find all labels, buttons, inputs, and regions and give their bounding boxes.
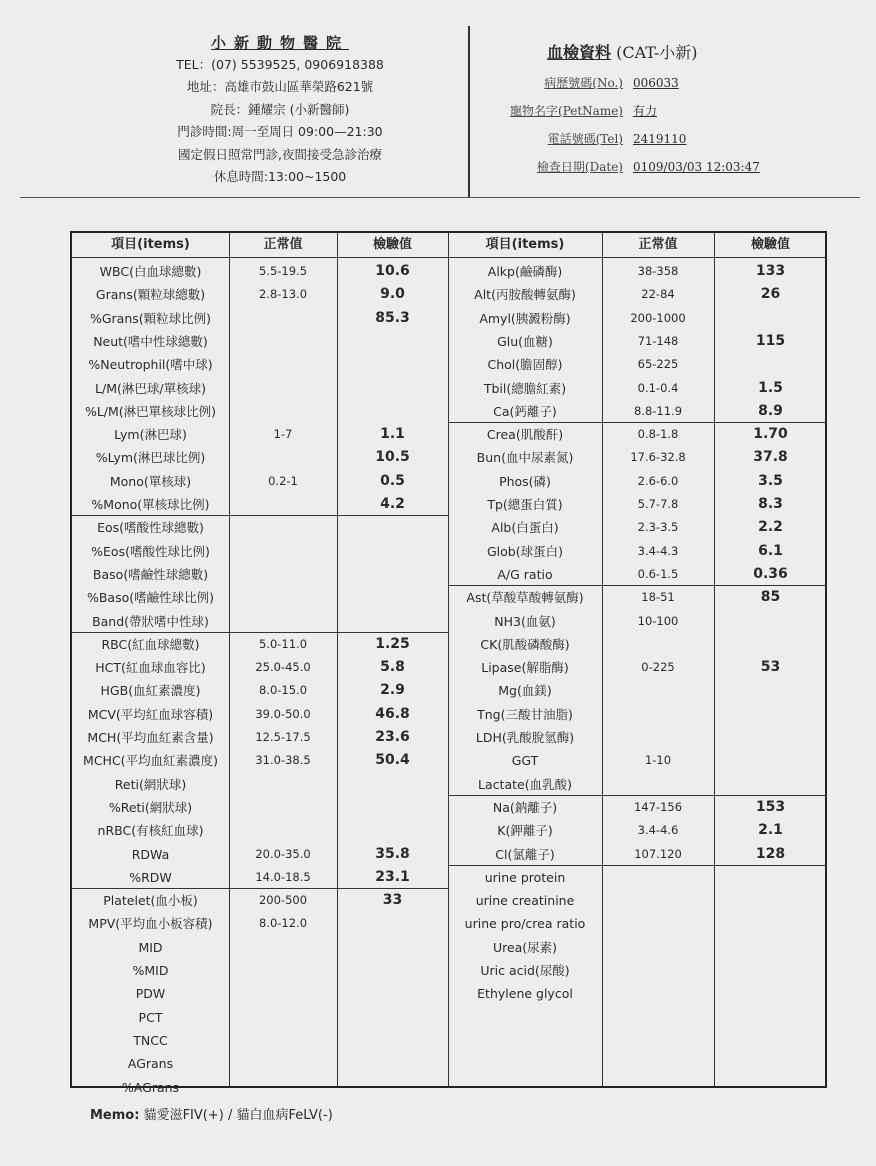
memo-label: Memo: <box>90 1108 140 1123</box>
table-cell-name: %L/M(淋巴單核球比例) <box>84 403 217 419</box>
record-field-value: 0109/03/03 12:03:47 <box>633 160 760 174</box>
table-cell-normal: 22-84 <box>641 287 675 302</box>
header-rule <box>20 197 860 198</box>
column-header: 項目(items) <box>485 237 565 252</box>
table-cell-value <box>337 586 448 609</box>
table-cell-name: Baso(嗜鹼性球總數) <box>92 566 209 582</box>
table-cell-normal: 0.2-1 <box>268 473 298 488</box>
record-field-value: 2419110 <box>633 132 687 146</box>
table-cell-value <box>337 819 448 842</box>
table-cell-name: Phos(磷) <box>499 473 551 489</box>
table-cell-value <box>714 959 827 982</box>
table-cell-name: nRBC(有核紅血球) <box>97 823 204 839</box>
record-field-label: 電話號碼(Tel) <box>547 132 623 146</box>
table-cell-value <box>337 912 448 935</box>
table-cell-normal: 200-1000 <box>630 310 686 325</box>
table-cell-normal <box>229 400 337 423</box>
table-cell-name: Grans(顆粒球總數) <box>95 287 206 303</box>
table-cell-normal <box>229 353 337 376</box>
table-cell-value: 115 <box>755 332 786 349</box>
table-cell-value <box>337 936 448 959</box>
group-separator <box>72 632 448 633</box>
table-cell-normal: 147-156 <box>633 799 683 814</box>
record-field-label: 病歷號碼(No.) <box>544 76 623 90</box>
table-cell-value: 4.2 <box>380 496 405 512</box>
table-cell-normal: 39.0-50.0 <box>255 706 311 721</box>
table-cell-name: K(鉀離子) <box>497 823 553 839</box>
clinic-info <box>150 32 410 189</box>
table-cell-normal <box>602 889 714 912</box>
table-cell-value: 23.1 <box>375 868 410 885</box>
table-cell-name: Amyl(胰澱粉酶) <box>479 310 571 326</box>
table-cell-normal <box>229 982 337 1005</box>
table-cell-value: 5.8 <box>380 659 405 676</box>
table-cell-normal: 5.7-7.8 <box>637 497 679 511</box>
table-cell-name: Platelet(血小板) <box>103 893 198 909</box>
table-cell-name: Bun(血中尿素氮) <box>476 450 574 466</box>
column-header: 正常值 <box>638 237 678 252</box>
table-cell-normal <box>229 936 337 959</box>
table-cell-value: 10.5 <box>375 449 410 466</box>
table-cell-value: 33 <box>382 892 403 909</box>
record-info <box>505 40 845 181</box>
record-field-label: 檢查日期(Date) <box>536 160 623 174</box>
header-divider <box>468 26 470 198</box>
table-cell-normal <box>229 796 337 819</box>
table-cell-value <box>337 1006 448 1029</box>
table-cell-normal <box>602 633 714 656</box>
table-cell-value: 153 <box>755 798 786 815</box>
table-cell-normal <box>229 377 337 400</box>
table-cell-name: HCT(紅血球血容比) <box>95 660 206 676</box>
table-cell-normal: 200-500 <box>258 893 308 908</box>
table-cell-normal: 5.5-19.5 <box>258 264 308 278</box>
table-cell-value: 1.25 <box>375 635 410 652</box>
table-cell-value <box>337 982 448 1005</box>
table-cell-normal: 14.0-18.5 <box>255 869 311 884</box>
table-cell-name: Band(帶狀嗜中性球) <box>92 613 209 629</box>
table-cell-value <box>714 982 827 1005</box>
table-cell-normal <box>229 540 337 563</box>
table-cell-name: %Mono(單核球比例) <box>91 497 210 512</box>
clinic-address: 地址：高雄市鼓山區華榮路621號 <box>186 79 374 94</box>
table-cell-name: Ethylene glycol <box>477 986 573 1002</box>
table-cell-normal <box>229 493 337 516</box>
table-cell-value <box>714 936 827 959</box>
table-cell-name: Urea(尿素) <box>492 939 558 955</box>
table-cell-name: PDW <box>135 986 166 1002</box>
table-cell-normal: 0.8-1.8 <box>637 427 679 442</box>
table-cell-value <box>714 749 827 772</box>
table-cell-value <box>714 703 827 726</box>
record-title <box>547 40 845 63</box>
table-cell-name: Crea(肌酸酐) <box>486 427 564 443</box>
table-cell-name: Tp(總蛋白質) <box>487 497 563 512</box>
table-cell-value <box>714 679 827 702</box>
table-cell-name: WBC(白血球總數) <box>99 264 202 279</box>
table-cell-value: 8.9 <box>758 402 783 419</box>
table-cell-name: %AGrans <box>121 1079 180 1095</box>
table-cell-normal: 8.0-15.0 <box>258 683 308 698</box>
table-cell-name: MID <box>138 939 163 955</box>
table-cell-normal: 1-10 <box>644 753 672 768</box>
table-cell-value <box>337 1029 448 1052</box>
table-cell-name: PCT <box>138 1009 163 1025</box>
table-cell-normal <box>602 982 714 1005</box>
table-cell-value <box>337 377 448 400</box>
column-header: 檢驗值 <box>750 237 790 252</box>
table-cell-value <box>714 633 827 656</box>
group-separator <box>72 515 448 516</box>
table-cell-normal <box>229 563 337 586</box>
table-cell-normal: 3.4-4.3 <box>637 543 679 558</box>
table-cell-name: Mg(血鎂) <box>498 683 552 699</box>
table-cell-name: Cl(氯離子) <box>495 846 555 862</box>
table-cell-value <box>337 796 448 819</box>
table-cell-normal <box>602 726 714 749</box>
table-cell-normal: 0-225 <box>641 660 675 675</box>
table-cell-name: %RDW <box>129 869 172 885</box>
table-cell-name: urine creatinine <box>475 893 575 909</box>
table-cell-name: Lactate(血乳酸) <box>478 776 572 792</box>
table-cell-normal: 0.6-1.5 <box>637 566 679 581</box>
table-cell-normal <box>229 516 337 539</box>
table-cell-name: %Grans(顆粒球比例) <box>89 310 212 326</box>
table-cell-normal: 25.0-45.0 <box>255 660 311 675</box>
table-cell-name: CK(肌酸磷酸酶) <box>480 636 570 652</box>
table-cell-name: %Lym(淋巴球比例) <box>95 450 206 466</box>
table-cell-name: Na(鈉離子) <box>492 799 558 815</box>
table-cell-name: Ca(鈣離子) <box>493 403 557 419</box>
table-cell-name: Glob(球蛋白) <box>487 543 563 559</box>
column-header: 檢驗值 <box>372 237 412 252</box>
clinic-tel: TEL：(07) 5539525, 0906918388 <box>176 56 384 72</box>
table-cell-value: 3.5 <box>758 472 783 489</box>
table-cell-value <box>337 353 448 376</box>
table-cell-value: 37.8 <box>753 449 788 466</box>
table-cell-name: %MID <box>132 963 169 978</box>
table-cell-value <box>337 610 448 633</box>
table-cell-name: NH3(血氨) <box>494 613 556 629</box>
record-field-value: 006033 <box>633 76 679 90</box>
table-cell-value: 85.3 <box>375 309 410 326</box>
table-cell-normal: 107.120 <box>634 846 682 861</box>
table-cell-value: 9.0 <box>380 286 405 303</box>
table-cell-name: Tbil(總膽紅素) <box>483 380 567 396</box>
table-cell-value: 50.4 <box>375 752 410 769</box>
table-cell-name: %Eos(嗜酸性球比例) <box>91 543 210 559</box>
group-separator <box>448 795 827 796</box>
table-cell-name: Lipase(解脂酶) <box>481 660 569 676</box>
table-cell-name: Tng(三酸甘油脂) <box>477 706 573 722</box>
table-cell-normal: 38-358 <box>637 264 679 278</box>
memo-text: 貓愛滋FIV(+) / 貓白血病FeLV(-) <box>143 1108 333 1123</box>
table-cell-normal <box>229 307 337 330</box>
table-cell-value: 2.2 <box>758 519 783 536</box>
table-cell-value: 6.1 <box>758 542 783 559</box>
table-cell-normal <box>229 773 337 796</box>
table-cell-value <box>714 866 827 889</box>
table-cell-name: Chol(膽固醇) <box>487 357 563 373</box>
table-cell-name: %Baso(嗜鹼性球比例) <box>86 590 215 606</box>
table-cell-value: 133 <box>755 263 786 279</box>
table-cell-value: 26 <box>760 286 781 303</box>
table-cell-normal <box>229 1006 337 1029</box>
table-cell-value: 2.1 <box>758 822 783 839</box>
clinic-name: 小新動物醫院 <box>210 34 349 52</box>
record-field <box>505 69 845 97</box>
table-cell-normal <box>602 679 714 702</box>
table-cell-name: Alkp(鹼磷酶) <box>487 264 563 279</box>
table-cell-normal <box>229 1029 337 1052</box>
table-cell-value <box>337 516 448 539</box>
table-cell-value <box>714 889 827 912</box>
table-cell-value: 53 <box>760 659 781 676</box>
table-cell-value <box>337 563 448 586</box>
group-separator <box>72 888 448 889</box>
memo <box>90 1104 333 1123</box>
table-cell-value: 46.8 <box>375 705 410 722</box>
table-cell-value: 35.8 <box>375 845 410 862</box>
table-cell-normal: 71-148 <box>637 333 679 348</box>
table-cell-normal <box>602 866 714 889</box>
table-cell-normal: 12.5-17.5 <box>255 730 311 744</box>
record-field-label: 寵物名字(PetName) <box>510 104 623 118</box>
table-cell-value: 10.6 <box>375 263 410 279</box>
table-cell-value <box>714 610 827 633</box>
table-cell-name: Lym(淋巴球) <box>114 427 187 443</box>
table-cell-name: RDWa <box>131 846 170 862</box>
table-cell-normal: 10-100 <box>637 613 679 628</box>
table-cell-value <box>714 353 827 376</box>
table-cell-value: 0.36 <box>753 565 788 582</box>
table-cell-value <box>337 400 448 423</box>
table-cell-value <box>337 773 448 796</box>
blood-test-table <box>70 231 827 1095</box>
table-cell-value: 128 <box>755 845 786 862</box>
column-header: 項目(items) <box>111 237 190 252</box>
table-cell-name: HGB(血紅素濃度) <box>100 683 201 699</box>
group-separator <box>448 585 827 586</box>
table-cell-name: Eos(嗜酸性球總數) <box>97 520 204 536</box>
table-cell-name: %Reti(網狀球) <box>108 799 193 815</box>
table-cell-name: L/M(淋巴球/單核球) <box>95 380 206 396</box>
clinic-director: 院長：鍾耀宗 (小新醫師) <box>210 101 350 117</box>
record-field-value: 有力 <box>633 104 658 118</box>
table-cell-name: Uric acid(尿酸) <box>480 963 570 978</box>
table-cell-value: 1.5 <box>758 379 783 396</box>
table-cell-normal: 1-7 <box>273 427 293 442</box>
table-cell-normal: 0.1-0.4 <box>637 380 679 395</box>
table-cell-name: Glu(血糖) <box>497 333 553 349</box>
table-cell-value <box>714 912 827 935</box>
table-cell-normal <box>229 330 337 353</box>
table-cell-normal <box>602 959 714 982</box>
table-cell-normal: 17.6-32.8 <box>630 450 686 465</box>
table-cell-value <box>337 330 448 353</box>
table-cell-normal <box>602 703 714 726</box>
table-cell-normal <box>229 1076 337 1099</box>
table-cell-normal: 20.0-35.0 <box>255 846 311 861</box>
table-cell-name: urine pro/crea ratio <box>464 916 586 932</box>
table-cell-value <box>337 1052 448 1075</box>
table-cell-value: 1.70 <box>753 426 788 443</box>
table-cell-name: MCV(平均紅血球容積) <box>87 706 214 722</box>
table-cell-normal <box>229 959 337 982</box>
record-field <box>505 153 845 181</box>
table-cell-value <box>337 540 448 563</box>
column-header: 正常值 <box>263 237 303 252</box>
record-subtitle: (CAT-小新) <box>616 43 698 62</box>
table-cell-normal <box>229 1052 337 1075</box>
table-cell-name: Mono(單核球) <box>109 473 192 489</box>
group-separator <box>448 422 827 423</box>
table-cell-normal: 2.3-3.5 <box>637 520 679 535</box>
table-cell-normal: 3.4-4.6 <box>637 823 679 838</box>
table-cell-normal: 5.0-11.0 <box>258 636 308 651</box>
table-cell-value: 23.6 <box>375 729 410 745</box>
table-cell-normal: 2.8-13.0 <box>258 287 308 302</box>
table-cell-value: 0.5 <box>380 472 405 489</box>
table-cell-value: 1.1 <box>380 426 405 443</box>
table-cell-normal: 18-51 <box>641 590 675 605</box>
table-cell-value <box>714 307 827 330</box>
table-cell-name: AGrans <box>127 1056 174 1072</box>
table-cell-value <box>337 1076 448 1099</box>
table-cell-normal: 2.6-6.0 <box>637 473 679 488</box>
table-cell-name: %Neutrophil(嗜中球) <box>88 357 213 373</box>
table-cell-normal <box>229 586 337 609</box>
table-cell-name: A/G ratio <box>497 566 553 582</box>
clinic-hours: 門診時間:周一至周日 09:00—21:30 <box>177 124 383 139</box>
group-separator <box>448 865 827 866</box>
table-cell-normal <box>602 912 714 935</box>
table-cell-name: RBC(紅血球總數) <box>101 636 200 652</box>
table-cell-name: Neut(嗜中性球總數) <box>93 333 208 349</box>
table-cell-normal: 8.0-12.0 <box>258 916 308 931</box>
table-cell-name: Reti(網狀球) <box>114 776 187 792</box>
clinic-holiday: 國定假日照常門診,夜間接受急診治療 <box>178 146 382 162</box>
table-cell-name: Ast(草酸草酸轉氨酶) <box>466 590 584 606</box>
table-cell-value: 2.9 <box>380 682 405 699</box>
table-cell-normal <box>602 936 714 959</box>
table-cell-normal <box>229 819 337 842</box>
table-cell-value <box>714 773 827 796</box>
table-cell-name: MPV(平均血小板容積) <box>88 916 213 932</box>
table-cell-name: LDH(乳酸脫氫酶) <box>475 730 575 745</box>
record-title-text: 血檢資料 <box>547 43 612 62</box>
table-cell-name: Alb(白蛋白) <box>491 520 559 536</box>
table-cell-normal <box>602 773 714 796</box>
table-cell-name: urine protein <box>484 869 566 885</box>
table-cell-name: MCH(平均血紅素含量) <box>87 730 214 745</box>
table-cell-normal: 31.0-38.5 <box>255 753 311 768</box>
table-cell-name: GGT <box>511 753 539 769</box>
table-cell-name: Alt(丙胺酸轉氨酶) <box>474 287 576 303</box>
table-cell-value <box>337 959 448 982</box>
record-field <box>505 125 845 153</box>
record-field <box>505 97 845 125</box>
clinic-rest: 休息時間:13:00~1500 <box>213 169 347 184</box>
table-cell-normal <box>229 446 337 469</box>
table-cell-name: TNCC <box>133 1032 168 1048</box>
table-cell-name: MCHC(平均血紅素濃度) <box>83 753 218 769</box>
table-cell-value: 8.3 <box>758 496 783 512</box>
table-cell-value <box>714 726 827 749</box>
table-cell-normal <box>229 610 337 633</box>
table-cell-value: 85 <box>760 589 781 606</box>
table-cell-normal: 8.8-11.9 <box>633 403 683 418</box>
table-cell-normal: 65-225 <box>637 357 679 372</box>
